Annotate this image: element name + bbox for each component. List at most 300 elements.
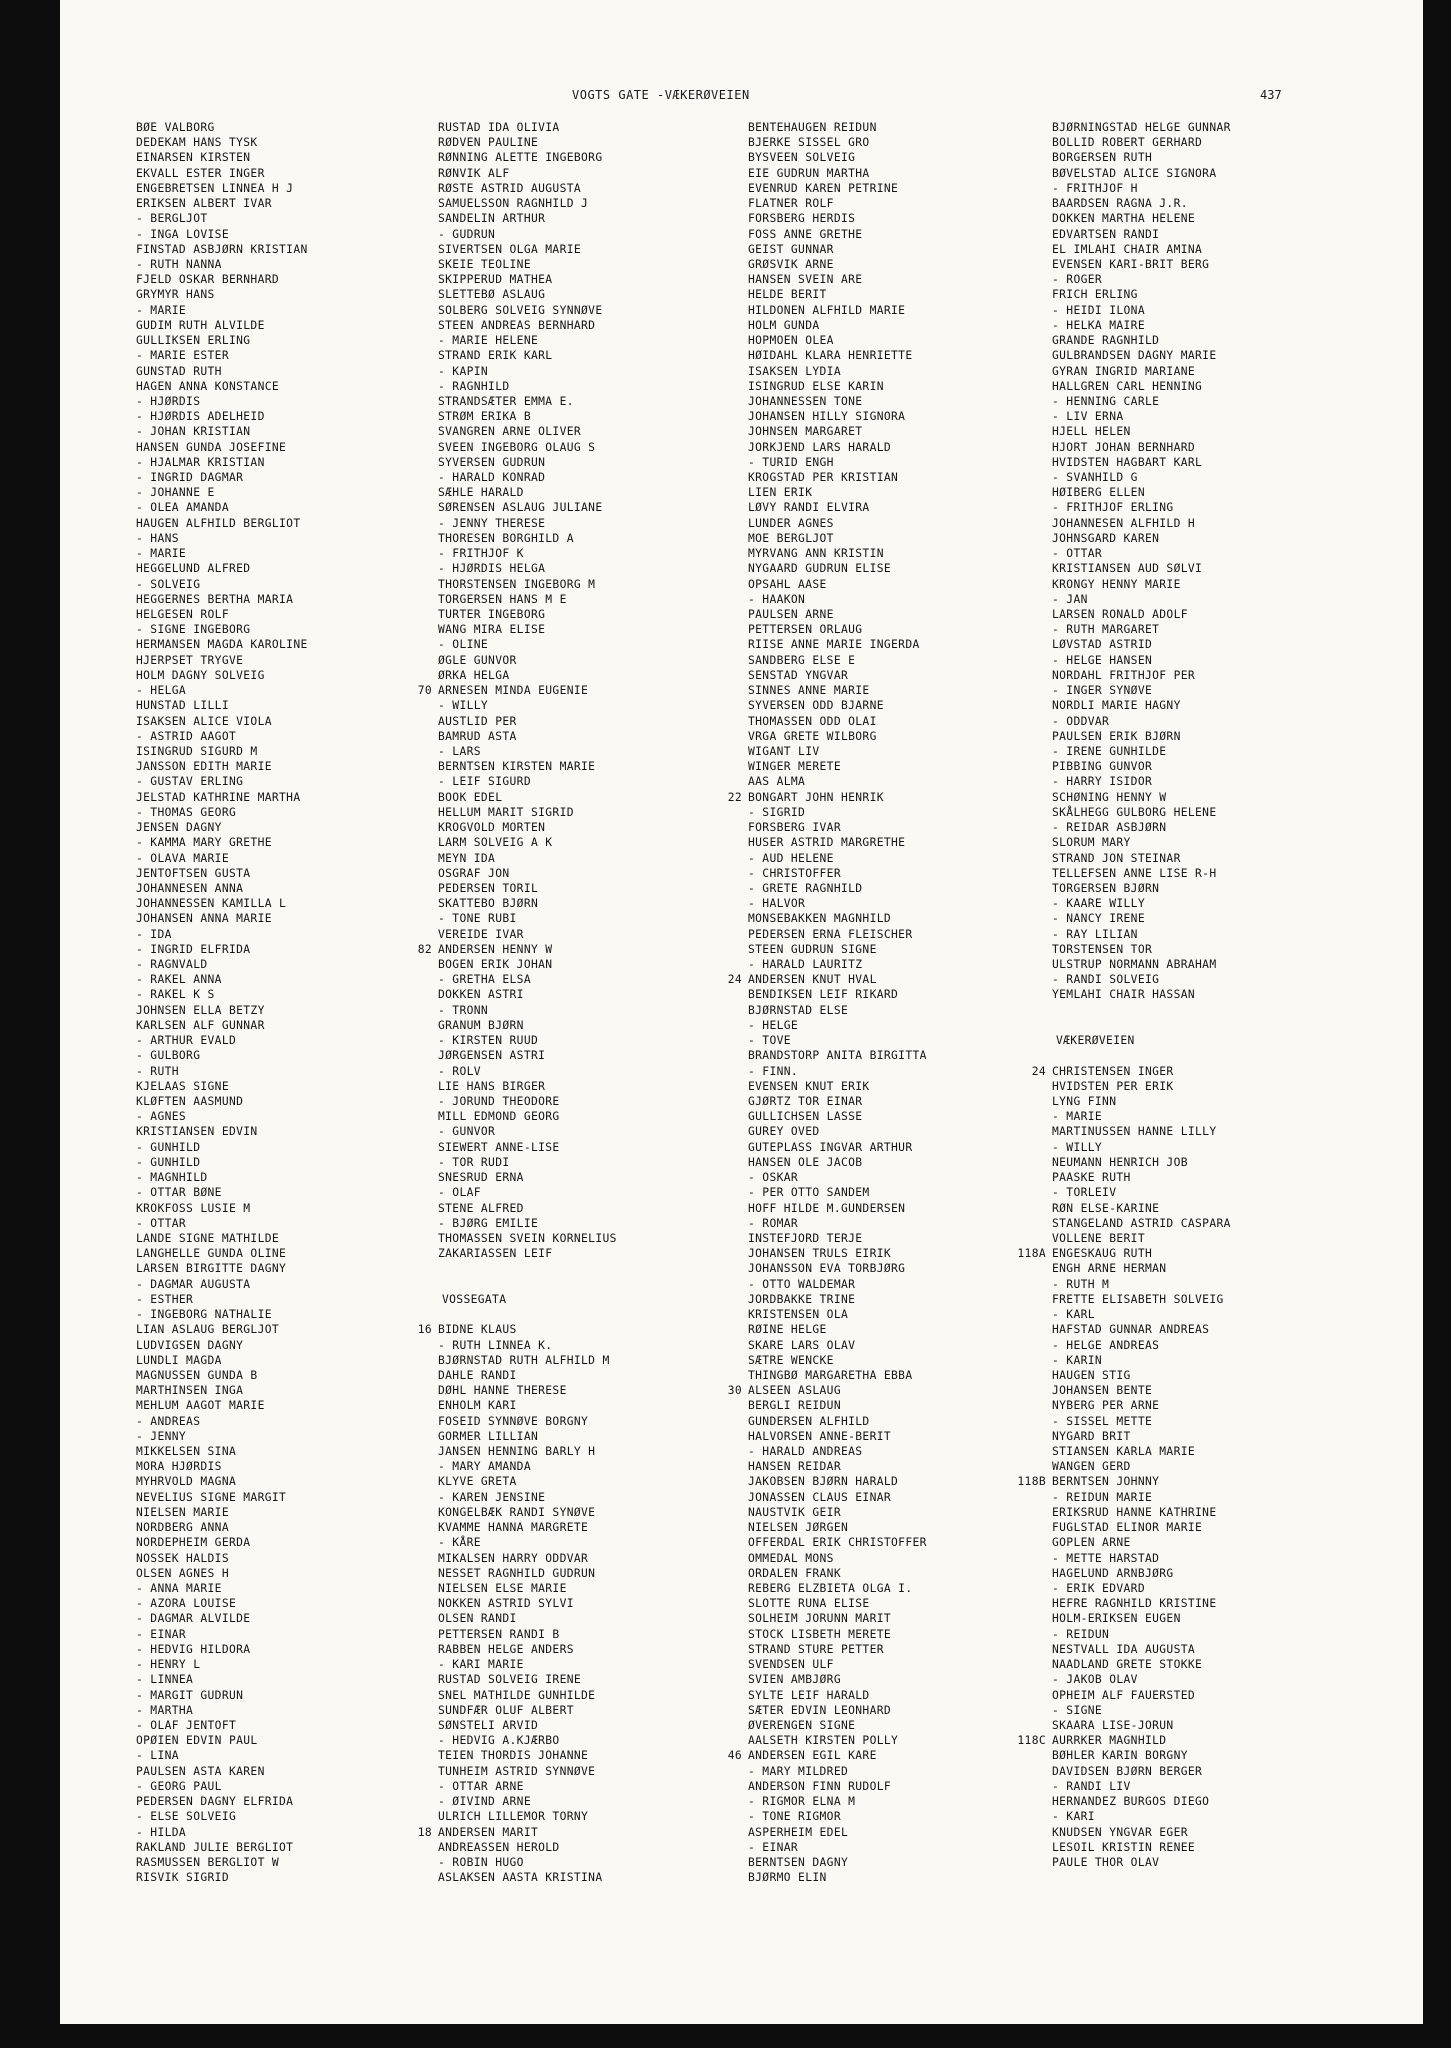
resident-name: RØN ELSE-KARINE xyxy=(1052,1201,1160,1215)
directory-entry xyxy=(438,303,758,318)
directory-entry xyxy=(438,1688,758,1703)
resident-name: - WILLY xyxy=(438,699,489,713)
directory-entry xyxy=(748,759,1098,774)
directory-entry xyxy=(1052,896,1402,911)
directory-entry xyxy=(438,881,758,896)
directory-entry xyxy=(136,1794,436,1809)
directory-entry xyxy=(748,1109,1098,1124)
resident-name: HELLUM MARIT SIGRID xyxy=(438,805,574,819)
resident-name: CHRISTENSEN INGER xyxy=(1052,1064,1174,1078)
directory-entry xyxy=(748,409,1098,424)
directory-entry xyxy=(136,181,436,196)
resident-name: EVENSEN KARI-BRIT BERG xyxy=(1052,257,1210,271)
resident-name: LANGHELLE GUNDA OLINE xyxy=(136,1247,287,1261)
directory-entry xyxy=(1052,485,1402,500)
directory-entry xyxy=(438,1155,758,1170)
directory-entry xyxy=(136,561,436,576)
directory-entry xyxy=(1052,622,1402,637)
directory-entry xyxy=(1052,1657,1402,1672)
resident-name: GJØRTZ TOR EINAR xyxy=(748,1095,863,1108)
resident-name: HALVORSEN ANNE-BERIT xyxy=(748,1429,892,1443)
directory-entry xyxy=(748,455,1098,470)
resident-name: ORDALEN FRANK xyxy=(748,1566,841,1580)
directory-entry xyxy=(748,1201,1098,1216)
resident-name: SVEEN INGEBORG OLAUG S xyxy=(438,440,596,454)
directory-entry xyxy=(1052,729,1402,744)
directory-entry xyxy=(748,364,1098,379)
directory-entry xyxy=(136,1809,436,1824)
resident-name: ENGH ARNE HERMAN xyxy=(1052,1262,1167,1276)
resident-name: - GUNHILD xyxy=(136,1140,201,1154)
directory-entry xyxy=(1052,927,1402,942)
directory-entry xyxy=(136,1018,436,1033)
resident-name: - MARGIT GUDRUN xyxy=(136,1688,244,1702)
resident-name: - MARY MILDRED xyxy=(748,1764,849,1778)
resident-name: NIELSEN ELSE MARIE xyxy=(438,1582,567,1595)
resident-name: GULBRANDSEN DAGNY MARIE xyxy=(1052,349,1217,363)
resident-name: ANDERSEN EGIL KARE xyxy=(748,1749,877,1763)
resident-name: - RAKEL ANNA xyxy=(136,973,222,987)
resident-name: RASMUSSEN BERGLIOT W xyxy=(136,1855,280,1869)
resident-name: RABBEN HELGE ANDERS xyxy=(438,1642,574,1656)
directory-entry xyxy=(438,1079,758,1094)
directory-entry xyxy=(1052,1642,1402,1657)
directory-entry xyxy=(748,1277,1098,1292)
resident-name: JORKJEND LARS HARALD xyxy=(748,440,892,454)
resident-name: NOSSEK HALDIS xyxy=(136,1551,229,1565)
resident-name: SLORUM MARY xyxy=(1052,836,1131,850)
directory-entry xyxy=(136,1383,436,1398)
directory-entry xyxy=(1052,120,1402,135)
resident-name: OLSEN RANDI xyxy=(438,1612,517,1626)
directory-entry xyxy=(136,927,436,942)
resident-name: - JOHANNE E xyxy=(136,486,215,500)
resident-name: RUSTAD IDA OLIVIA xyxy=(438,121,560,134)
resident-name: - FINN. xyxy=(748,1064,799,1078)
resident-name: - JAN xyxy=(1052,592,1088,606)
resident-name: HEGGELUND ALFRED xyxy=(136,562,251,576)
directory-entry xyxy=(136,1779,436,1794)
directory-entry xyxy=(438,1779,758,1794)
directory-column-3 xyxy=(727,120,1098,1885)
resident-name: MYHRVOLD MAGNA xyxy=(136,1475,237,1489)
directory-entry xyxy=(136,1520,436,1535)
resident-name: KRISTIANSEN AUD SØLVI xyxy=(1052,562,1203,576)
resident-name: SKARE LARS OLAV xyxy=(748,1338,856,1352)
resident-name: JONASSEN CLAUS EINAR xyxy=(748,1490,892,1504)
directory-entry xyxy=(136,790,436,805)
resident-name: JANSSON EDITH MARIE xyxy=(136,760,272,774)
directory-entry xyxy=(136,1459,436,1474)
resident-name: - ROLV xyxy=(438,1064,481,1078)
resident-name: HALLGREN CARL HENNING xyxy=(1052,379,1203,393)
directory-entry xyxy=(748,851,1098,866)
directory-entry xyxy=(748,1353,1098,1368)
resident-name: - ROBIN HUGO xyxy=(438,1855,524,1869)
resident-name: TUNHEIM ASTRID SYNNØVE xyxy=(438,1764,596,1778)
resident-name: - TOR RUDI xyxy=(438,1155,510,1169)
resident-name: - INGRID DAGMAR xyxy=(136,471,244,485)
directory-entry xyxy=(136,1718,436,1733)
directory-entry xyxy=(136,1688,436,1703)
resident-name: EVENRUD KAREN PETRINE xyxy=(748,181,899,195)
directory-entry xyxy=(748,546,1098,561)
directory-entry xyxy=(1052,820,1402,835)
directory-entry xyxy=(748,379,1098,394)
resident-name: - JAKOB OLAV xyxy=(1052,1673,1138,1687)
directory-entry xyxy=(1052,1444,1402,1459)
resident-name: PAULSEN ERIK BJØRN xyxy=(1052,729,1181,743)
resident-name: GUNSTAD RUTH xyxy=(136,364,222,378)
directory-entry xyxy=(1052,1748,1402,1763)
directory-entry xyxy=(438,272,758,287)
resident-name: - JORUND THEODORE xyxy=(438,1095,560,1108)
resident-name: - HAAKON xyxy=(748,592,806,606)
directory-entry xyxy=(438,1611,758,1626)
resident-name: THOMASSEN ODD OLAI xyxy=(748,714,877,728)
directory-entry xyxy=(438,440,758,455)
resident-name: BJØRNSTAD ELSE xyxy=(748,1003,849,1017)
directory-entry xyxy=(1052,531,1402,546)
directory-entry xyxy=(748,1368,1098,1383)
directory-entry xyxy=(438,227,758,242)
directory-entry xyxy=(438,379,758,394)
directory-entry xyxy=(438,1140,758,1155)
resident-name: - HELGE ANDREAS xyxy=(1052,1338,1160,1352)
directory-entry xyxy=(748,698,1098,713)
resident-name: SANDELIN ARTHUR xyxy=(438,212,546,226)
directory-entry xyxy=(136,1307,436,1322)
directory-entry xyxy=(748,257,1098,272)
directory-entry xyxy=(438,805,758,820)
directory-entry xyxy=(438,287,758,302)
directory-entry xyxy=(1052,1703,1402,1718)
directory-entry xyxy=(748,1261,1098,1276)
directory-entry xyxy=(438,759,758,774)
resident-name: ANDERSON FINN RUDOLF xyxy=(748,1779,892,1793)
resident-name: GUREY OVED xyxy=(748,1125,820,1139)
resident-name: ULRICH LILLEMOR TORNY xyxy=(438,1810,589,1824)
resident-name: - KAMMA MARY GRETHE xyxy=(136,836,272,850)
directory-entry xyxy=(748,333,1098,348)
directory-entry xyxy=(417,1825,758,1840)
resident-name: - ESTHER xyxy=(136,1292,194,1306)
resident-name: ANDERSEN MARIT xyxy=(438,1825,539,1839)
resident-name: NORDAHL FRITHJOF PER xyxy=(1052,668,1196,682)
resident-name: THORSTENSEN INGEBORG M xyxy=(438,577,596,591)
resident-name: GUTEPLASS INGVAR ARTHUR xyxy=(748,1140,913,1154)
directory-entry xyxy=(136,1748,436,1763)
directory-entry xyxy=(1052,987,1402,1002)
directory-entry xyxy=(438,394,758,409)
directory-entry xyxy=(1052,1840,1402,1855)
resident-name: - OTTAR BØNE xyxy=(136,1186,222,1200)
resident-name: GUNDERSEN ALFHILD xyxy=(748,1414,870,1428)
directory-entry xyxy=(1052,592,1402,607)
resident-name: - ANDREAS xyxy=(136,1414,201,1428)
resident-name: JENTOFTSEN GUSTA xyxy=(136,866,251,880)
directory-entry xyxy=(1052,424,1402,439)
directory-entry xyxy=(136,470,436,485)
directory-entry xyxy=(1052,1170,1402,1185)
resident-name: OSGRAF JON xyxy=(438,866,510,880)
house-number: 118A xyxy=(1017,1247,1046,1261)
resident-name: MIKKELSEN SINA xyxy=(136,1445,237,1459)
directory-entry xyxy=(136,1444,436,1459)
resident-name: HAGELUND ARNBJØRG xyxy=(1052,1566,1174,1580)
directory-entry xyxy=(136,531,436,546)
resident-name: - HENNING CARLE xyxy=(1052,394,1160,408)
directory-entry xyxy=(438,851,758,866)
resident-name: FUGLSTAD ELINOR MARIE xyxy=(1052,1521,1203,1535)
resident-name: - SOLVEIG xyxy=(136,577,201,591)
resident-name: BOOK EDEL xyxy=(438,790,503,804)
resident-name: GUDIM RUTH ALVILDE xyxy=(136,318,265,332)
resident-name: HELGESEN ROLF xyxy=(136,608,229,621)
directory-entry xyxy=(1052,348,1402,363)
directory-entry xyxy=(136,1596,436,1611)
resident-name: - BJØRG EMILIE xyxy=(438,1216,539,1230)
resident-name: - GUNHILD xyxy=(136,1155,201,1169)
resident-name: GRANUM BJØRN xyxy=(438,1018,524,1032)
directory-entry xyxy=(438,1353,758,1368)
resident-name: - RUTH M xyxy=(1052,1277,1110,1291)
directory-entry xyxy=(438,744,758,759)
directory-entry xyxy=(1052,881,1402,896)
house-number: 46 xyxy=(727,1749,742,1763)
directory-entry xyxy=(1052,1383,1402,1398)
directory-entry xyxy=(438,607,758,622)
directory-entry xyxy=(136,1246,436,1261)
resident-name: - OLAVA MARIE xyxy=(136,851,229,865)
directory-entry xyxy=(438,1474,758,1489)
resident-name: HANSEN REIDAR xyxy=(748,1460,841,1474)
resident-name: STRAND STURE PETTER xyxy=(748,1642,884,1656)
directory-entry xyxy=(438,622,758,637)
resident-name: OPSAHL AASE xyxy=(748,577,827,591)
resident-name: - TRONN xyxy=(438,1003,489,1017)
resident-name: HAUGEN ALFHILD BERGLIOT xyxy=(136,516,301,530)
scan-border-bottom xyxy=(0,2024,1451,2048)
directory-entry xyxy=(438,485,758,500)
directory-entry xyxy=(136,500,436,515)
resident-name: HUNSTAD LILLI xyxy=(136,699,229,713)
directory-entry xyxy=(748,120,1098,135)
directory-entry xyxy=(1052,1505,1402,1520)
directory-entry xyxy=(438,896,758,911)
resident-name: - INGER SYNØVE xyxy=(1052,684,1153,698)
directory-entry xyxy=(136,759,436,774)
directory-entry xyxy=(1052,1459,1402,1474)
directory-entry xyxy=(438,1840,758,1855)
directory-entry xyxy=(438,1398,758,1413)
resident-name: EDVARTSEN RANDI xyxy=(1052,227,1160,241)
directory-entry xyxy=(1052,1322,1402,1337)
directory-entry xyxy=(438,409,758,424)
scan-border-right xyxy=(1423,0,1451,2048)
directory-entry xyxy=(438,150,758,165)
directory-entry xyxy=(136,1764,436,1779)
resident-name: JOHANSEN ANNA MARIE xyxy=(136,912,272,926)
resident-name: - MARY AMANDA xyxy=(438,1460,531,1474)
resident-name: STEEN ANDREAS BERNHARD xyxy=(438,318,596,332)
resident-name: - RAKEL K S xyxy=(136,988,215,1002)
resident-name: - KARIN xyxy=(1052,1353,1103,1367)
directory-entry xyxy=(748,1535,1098,1550)
resident-name: JAKOBSEN BJØRN HARALD xyxy=(748,1475,899,1489)
directory-entry xyxy=(136,851,436,866)
resident-name: STENE ALFRED xyxy=(438,1201,524,1215)
resident-name: RØNVIK ALF xyxy=(438,166,510,180)
resident-name: BRANDSTORP ANITA BIRGITTA xyxy=(748,1049,927,1063)
resident-name: NESTVALL IDA AUGUSTA xyxy=(1052,1642,1196,1656)
directory-entry xyxy=(1017,1246,1402,1261)
directory-entry xyxy=(136,1094,436,1109)
resident-name: - GUNVOR xyxy=(438,1125,496,1139)
directory-entry xyxy=(438,1246,758,1261)
resident-name: NORDBERG ANNA xyxy=(136,1521,229,1535)
directory-entry xyxy=(438,714,758,729)
resident-name: ENGESKAUG RUTH xyxy=(1052,1247,1153,1261)
resident-name: GOPLEN ARNE xyxy=(1052,1536,1131,1550)
directory-entry xyxy=(748,1779,1098,1794)
resident-name: BERNTSEN DAGNY xyxy=(748,1855,849,1869)
directory-entry xyxy=(136,683,436,698)
resident-name: ERIKSEN ALBERT IVAR xyxy=(136,197,272,211)
directory-entry xyxy=(1052,1855,1402,1870)
resident-name: - IRENE GUNHILDE xyxy=(1052,744,1167,758)
directory-entry xyxy=(1052,774,1402,789)
resident-name: - MARTHA xyxy=(136,1703,194,1717)
resident-name: - REIDUN xyxy=(1052,1627,1110,1641)
directory-entry xyxy=(136,1322,436,1337)
directory-entry xyxy=(1052,683,1402,698)
resident-name: MOE BERGLJOT xyxy=(748,531,834,545)
house-number: 118C xyxy=(1017,1734,1046,1748)
resident-name: BAMRUD ASTA xyxy=(438,729,517,743)
resident-name: TEIEN THORDIS JOHANNE xyxy=(438,1749,589,1763)
directory-entry xyxy=(1052,653,1402,668)
resident-name: SØRENSEN ASLAUG JULIANE xyxy=(438,501,603,515)
resident-name: JOHNSEN ELLA BETZY xyxy=(136,1003,265,1017)
directory-entry xyxy=(136,394,436,409)
directory-entry xyxy=(438,348,758,363)
directory-entry xyxy=(748,287,1098,302)
resident-name: NESSET RAGNHILD GUDRUN xyxy=(438,1566,596,1580)
directory-entry xyxy=(748,1794,1098,1809)
directory-entry xyxy=(1052,364,1402,379)
resident-name: - KAREN JENSINE xyxy=(438,1490,546,1504)
resident-name: - TOVE xyxy=(748,1034,791,1048)
resident-name: AUSTLID PER xyxy=(438,714,517,728)
resident-name: - LEIF SIGURD xyxy=(438,775,531,789)
resident-name: ØRKA HELGA xyxy=(438,668,510,682)
resident-name: NEVELIUS SIGNE MARGIT xyxy=(136,1490,287,1504)
directory-entry xyxy=(748,1398,1098,1413)
resident-name: BERNTSEN JOHNNY xyxy=(1052,1475,1160,1489)
resident-name: KRONGY HENNY MARIE xyxy=(1052,577,1181,591)
resident-name: SIEWERT ANNE-LISE xyxy=(438,1140,560,1154)
directory-entry xyxy=(748,942,1098,957)
directory-entry xyxy=(1052,759,1402,774)
resident-name: - OTTAR xyxy=(1052,547,1103,561)
resident-name: - KIRSTEN RUUD xyxy=(438,1034,539,1048)
resident-name: - RANDI SOLVEIG xyxy=(1052,973,1160,987)
directory-entry xyxy=(136,835,436,850)
resident-name: TELLEFSEN ANNE LISE R-H xyxy=(1052,866,1217,880)
resident-name: BJØRNSTAD RUTH ALFHILD M xyxy=(438,1353,610,1367)
directory-entry xyxy=(136,1033,436,1048)
resident-name: - MARIE xyxy=(136,303,187,317)
resident-name: BØVELSTAD ALICE SIGNORA xyxy=(1052,166,1217,180)
directory-entry xyxy=(136,1611,436,1626)
directory-entry xyxy=(748,622,1098,637)
resident-name: KONGELBÆK RANDI SYNØVE xyxy=(438,1505,596,1519)
resident-name: STRAND JON STEINAR xyxy=(1052,851,1181,865)
directory-entry xyxy=(1052,272,1402,287)
resident-name: GEIST GUNNAR xyxy=(748,242,834,256)
directory-entry xyxy=(136,1414,436,1429)
directory-entry xyxy=(748,881,1098,896)
resident-name: BONGART JOHN HENRIK xyxy=(748,790,884,804)
resident-name: - GRETE RAGNHILD xyxy=(748,881,863,895)
directory-entry xyxy=(748,181,1098,196)
resident-name: - RAY LILIAN xyxy=(1052,927,1138,941)
resident-name: ANDERSEN HENNY W xyxy=(438,942,553,956)
resident-name: - RAGNHILD xyxy=(438,379,510,393)
directory-entry xyxy=(438,424,758,439)
directory-entry xyxy=(438,592,758,607)
directory-entry xyxy=(748,1718,1098,1733)
resident-name: - HEDVIG A.KJÆRBO xyxy=(438,1734,560,1748)
resident-name: - AZORA LOUISE xyxy=(136,1597,237,1611)
directory-entry xyxy=(136,1581,436,1596)
directory-entry xyxy=(748,1155,1098,1170)
directory-entry xyxy=(1052,561,1402,576)
resident-name: - BERGLJOT xyxy=(136,212,208,226)
directory-entry xyxy=(1052,394,1402,409)
resident-name: AURRKER MAGNHILD xyxy=(1052,1734,1167,1748)
directory-entry xyxy=(748,531,1098,546)
directory-entry xyxy=(438,1642,758,1657)
resident-name: NYGARD BRIT xyxy=(1052,1429,1131,1443)
directory-entry xyxy=(748,1048,1098,1063)
resident-name: AAS ALMA xyxy=(748,775,806,789)
resident-name: EL IMLAHI CHAIR AMINA xyxy=(1052,242,1203,256)
directory-entry xyxy=(438,911,758,926)
resident-name: - KAARE WILLY xyxy=(1052,897,1145,911)
directory-entry xyxy=(438,516,758,531)
directory-entry xyxy=(748,1459,1098,1474)
resident-name: - MAGNHILD xyxy=(136,1171,208,1185)
directory-entry xyxy=(748,1322,1098,1337)
directory-entry xyxy=(136,1064,436,1079)
directory-entry xyxy=(438,1855,758,1870)
resident-name: - HELGA xyxy=(136,684,187,698)
resident-name: - HELGE xyxy=(748,1018,799,1032)
resident-name: GORMER LILLIAN xyxy=(438,1429,539,1443)
directory-entry xyxy=(438,927,758,942)
resident-name: - HJALMAR KRISTIAN xyxy=(136,455,265,469)
resident-name: SINNES ANNE MARIE xyxy=(748,684,870,698)
directory-entry xyxy=(748,987,1098,1002)
directory-entry xyxy=(438,1109,758,1124)
directory-entry xyxy=(438,1124,758,1139)
directory-entry xyxy=(1052,637,1402,652)
resident-name: JOHANSEN HILLY SIGNORA xyxy=(748,410,906,424)
directory-entry xyxy=(748,1231,1098,1246)
resident-name: - KAPIN xyxy=(438,364,489,378)
